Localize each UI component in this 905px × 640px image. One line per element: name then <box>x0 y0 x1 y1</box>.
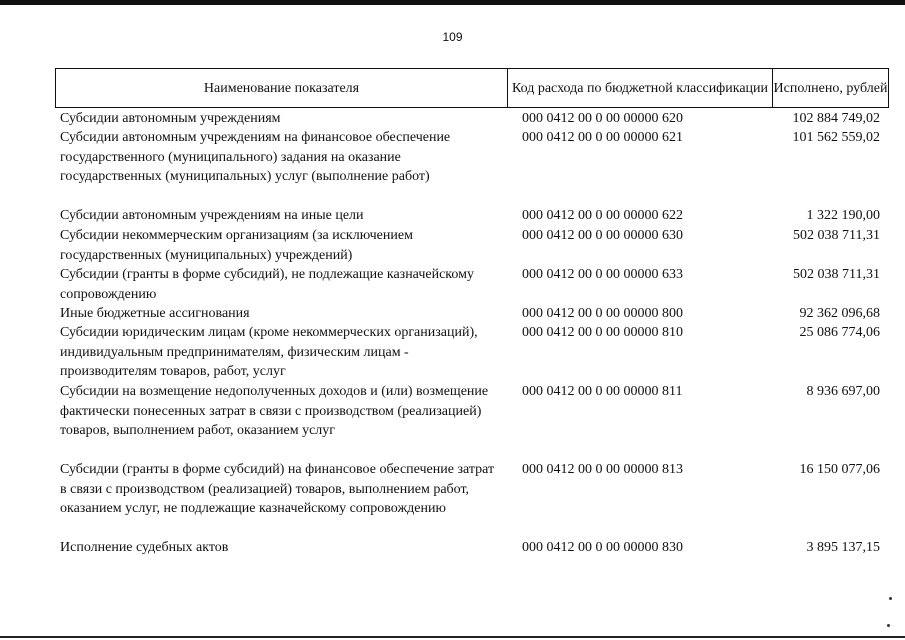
top-rule <box>0 0 905 5</box>
row-amount: 92 362 096,68 <box>799 306 880 321</box>
row-name: Субсидии юридическим лицам (кроме некоммерческих организаций), индивидуальным предпринимателям, физическим лицам - производителям товаров, работ, услуг <box>60 325 478 379</box>
row-name: Иные бюджетные ассигнования <box>60 306 250 321</box>
row-name: Субсидии автономным учреждениям на финансовое обеспечение государственного (муниципального) задания на оказание государственных (муниципальных) услуг (выполнение работ) <box>60 130 451 184</box>
header-amount: Исполнено, рублей <box>773 80 888 96</box>
row-code: 000 0412 00 0 00 00000 621 <box>522 130 683 145</box>
table-header <box>55 68 889 108</box>
header-code: Код расхода по бюджетной классификации <box>508 69 773 107</box>
scan-speck <box>889 597 892 600</box>
row-code: 000 0412 00 0 00 00000 810 <box>522 325 683 340</box>
row-name: Субсидии автономным учреждениям <box>60 111 281 126</box>
row-code: 000 0412 00 0 00 00000 633 <box>522 267 683 282</box>
row-code: 000 0412 00 0 00 00000 630 <box>522 228 683 243</box>
row-name: Субсидии автономным учреждениям на иные цели <box>60 208 364 223</box>
row-amount: 16 150 077,06 <box>799 462 880 477</box>
row-amount: 101 562 559,02 <box>792 130 880 145</box>
row-code: 000 0412 00 0 00 00000 800 <box>522 306 683 321</box>
bottom-rule <box>0 636 905 638</box>
row-code: 000 0412 00 0 00 00000 830 <box>522 540 683 555</box>
row-code: 000 0412 00 0 00 00000 620 <box>522 111 683 126</box>
row-amount: 102 884 749,02 <box>792 111 880 126</box>
row-code: 000 0412 00 0 00 00000 811 <box>522 384 683 399</box>
row-amount: 3 895 137,15 <box>806 540 880 555</box>
row-amount: 8 936 697,00 <box>806 384 880 399</box>
row-name: Субсидии на возмещение недополученных доходов и (или) возмещение фактически понесенных затрат в связи с производством (реализацией) товаров, выполнением работ, оказанием услуг <box>60 384 489 438</box>
scan-speck <box>887 624 890 627</box>
header-name: Наименование показателя <box>56 69 508 107</box>
row-amount: 502 038 711,31 <box>793 228 880 243</box>
row-name: Субсидии некоммерческим организациям (за исключением государственных (муниципальных) учреждений) <box>60 228 413 263</box>
row-amount: 1 322 190,00 <box>806 208 880 223</box>
row-amount: 25 086 774,06 <box>799 325 880 340</box>
row-name: Исполнение судебных актов <box>60 540 229 555</box>
row-code: 000 0412 00 0 00 00000 813 <box>522 462 683 477</box>
row-name: Субсидии (гранты в форме субсидий) на финансовое обеспечение затрат в связи с производством (реализацией) товаров, выполнением работ, оказанием услуг, не подлежащие казначейскому сопровождению <box>60 462 495 516</box>
row-name: Субсидии (гранты в форме субсидий), не подлежащие казначейскому сопровождению <box>60 267 474 302</box>
page-number: 109 <box>442 30 463 44</box>
row-code: 000 0412 00 0 00 00000 622 <box>522 208 683 223</box>
row-amount: 502 038 711,31 <box>793 267 880 282</box>
